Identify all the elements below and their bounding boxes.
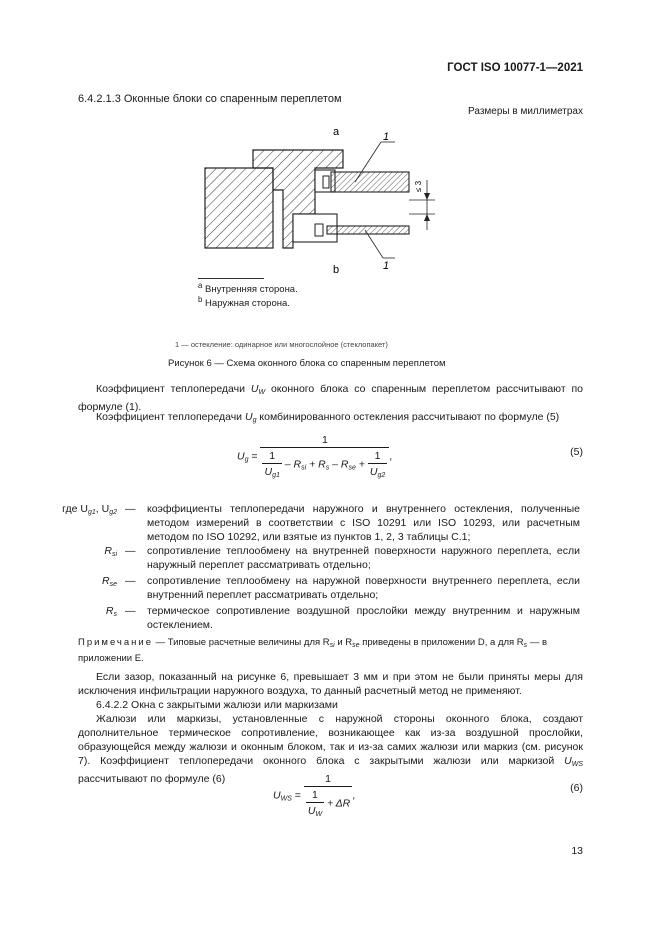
dimension-label: ≤ 3	[414, 180, 423, 192]
footnote-b: $^b$ Наружная сторона.	[198, 295, 290, 310]
side-label-a: a	[333, 126, 340, 138]
footnote-rule	[198, 278, 264, 279]
glazing-seal-bottom	[315, 224, 323, 236]
page-header: ГОСТ ISO 10077-1—2021	[447, 62, 583, 74]
glazing-pane-bottom	[327, 226, 409, 234]
page-number: 13	[571, 845, 583, 857]
footnote-a: $^a$ Внутренняя сторона.	[198, 281, 298, 296]
glazing-seal-top	[323, 176, 329, 188]
formula-6-number: (6)	[570, 782, 583, 794]
paragraph-uw: Коэффициент теплопередачи $U_W$ оконного блока со спаренным переплетом рассчитывают по формуле (1).	[78, 383, 584, 413]
note: Примечание — Типовые расчетные величины для $R_{si}$ и $R_{se}$ приведены в приложении D, а для $R_s$ — в приложении Е.	[78, 637, 547, 664]
paragraph-blinds: Жалюзи или маркизы, установленные с наружной стороны оконного блока, создают дополнительное термическое сопротивление, возникающее как из-за воздушной прослойки, образующейся между жалюзи и оконным блоком, так и из-за самих жалюзи или маркиз (см. рисунок 7). Коэффициент теплопередачи оконного блока с закрытыми жалюзи или маркизой $U_{WS}$ рассчитывают по формуле (6)	[78, 713, 583, 785]
formula-5: $U_g$ = 1 $\frac{1}{U_{g1}}$ – $R_{si} + R_s - R_{se}$ + $\frac{1}{U_{g2}}$ ,	[237, 434, 393, 479]
glazing-pane-top	[331, 172, 409, 192]
inner-frame	[205, 168, 273, 248]
section-title: 6.4.2.1.3 Оконные блоки со спаренным переплетом	[78, 93, 342, 105]
dimensions-note: Размеры в миллиметрах	[468, 106, 583, 117]
paragraph-ug: Коэффициент теплопередачи $U_g$ комбинированного остекления рассчитывают по формуле (5)	[96, 411, 560, 424]
callout-glazing-bottom: 1	[383, 260, 390, 272]
subsection-title: 6.4.2.2 Окна с закрытыми жалюзи или маркизами	[96, 699, 338, 711]
formula-5-number: (5)	[570, 446, 583, 458]
figure-caption: Рисунок 6 — Схема оконного блока со спаренным переплетом	[168, 358, 446, 369]
callout-glazing-top: 1	[383, 131, 390, 143]
paragraph-gap: Если зазор, показанный на рисунке 6, превышает 3 мм и при этом не были приняты меры для исключения инфильтрации наружного воздуха, то данный расчетный метод не применяют.	[78, 671, 583, 697]
side-label-b: b	[333, 264, 340, 276]
formula-6: $U_{WS}$ = 1 $\frac{1}{U_W}$ + ΔR ,	[273, 773, 356, 818]
figure-legend: 1 — остекление: одинарное или многослойное (стеклопакет)	[175, 340, 388, 349]
